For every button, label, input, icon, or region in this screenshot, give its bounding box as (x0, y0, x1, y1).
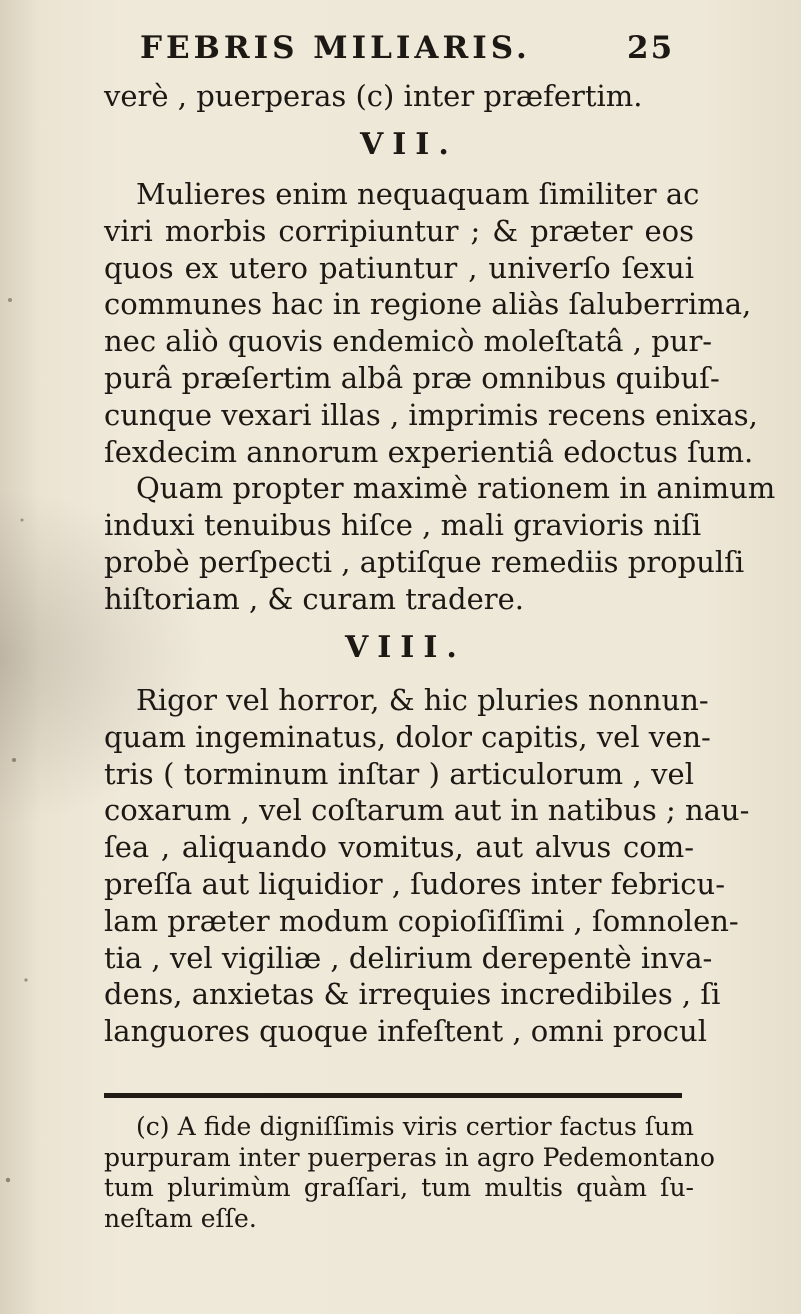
text-line: quos ex utero patiuntur , univerſo ſexui (104, 250, 694, 285)
page-number: 25 (627, 30, 675, 66)
section-heading-vii: VII. (360, 127, 458, 162)
text-line: preſſa aut liquidior , ſudores inter febricu- (104, 866, 726, 901)
section-heading-viii: VIII. (345, 630, 466, 665)
text-line: Quam propter maximè rationem in animum (136, 471, 776, 506)
text-line: cunque vexari illas , imprimis recens enixas, (104, 397, 758, 432)
footnote-line: neſtam eſſe. (104, 1203, 257, 1233)
text-line: ſexdecim annorum experientiâ edoctus ſum. (104, 434, 754, 469)
text-line: communes hac in regione aliàs ſaluberrima, (104, 287, 752, 322)
text-line: tia , vel vigiliæ , delirium derepentè inva- (104, 940, 713, 975)
footnote-line: (c) A fide digniſſimis viris certior factus ſum (136, 1112, 694, 1141)
text-line: languores quoque infeſtent , omni procul (104, 1014, 707, 1049)
text-line: coxarum , vel coſtarum aut in natibus ; nau- (104, 793, 750, 828)
text-line: hiſtoriam , & curam tradere. (104, 581, 524, 616)
running-header (140, 30, 675, 70)
text-line: dens, anxietas & irrequies incredibiles , ſi (104, 977, 721, 1012)
footnote-line: purpuram inter puerperas in agro Pedemontano (104, 1142, 715, 1172)
footnote-divider (104, 1093, 682, 1098)
text-line: Rigor vel horror, & hic pluries nonnun- (136, 683, 709, 717)
text-line: tris ( torminum inſtar ) articulorum , vel (104, 756, 694, 791)
text-line: nec aliò quovis endemicò moleſtatâ , pur- (104, 324, 713, 359)
text-line: quam ingeminatus, dolor capitis, vel ven- (104, 719, 711, 754)
page-edge-shadow (0, 0, 40, 1314)
intro-text (104, 78, 694, 115)
footnote-line: tum plurimùm graſſari, tum multis quàm ſu- (104, 1173, 694, 1202)
paragraph-vii (104, 176, 776, 618)
paragraph-viii (104, 682, 750, 1050)
text-line: probè perſpecti , aptiſque remediis propulſi (104, 544, 745, 579)
text-line: induxi tenuibus hiſce , mali gravioris niſi (104, 508, 702, 543)
text-line: viri morbis corripiuntur ; & præter eos (104, 213, 694, 248)
text-line: purâ præſertim albâ præ omnibus quibuſ- (104, 360, 720, 395)
text-line: verè , puerperas (c) inter præfertim. (104, 79, 643, 113)
running-title: FEBRIS MILIARIS. (140, 30, 531, 66)
text-line: Mulieres enim nequaquam ſimiliter ac (136, 177, 700, 211)
footnote (104, 1112, 715, 1234)
text-line: lam præter modum copioſiſſimi , ſomnolen- (104, 903, 739, 938)
text-line: ſea , aliquando vomitus, aut alvus com- (104, 830, 694, 865)
